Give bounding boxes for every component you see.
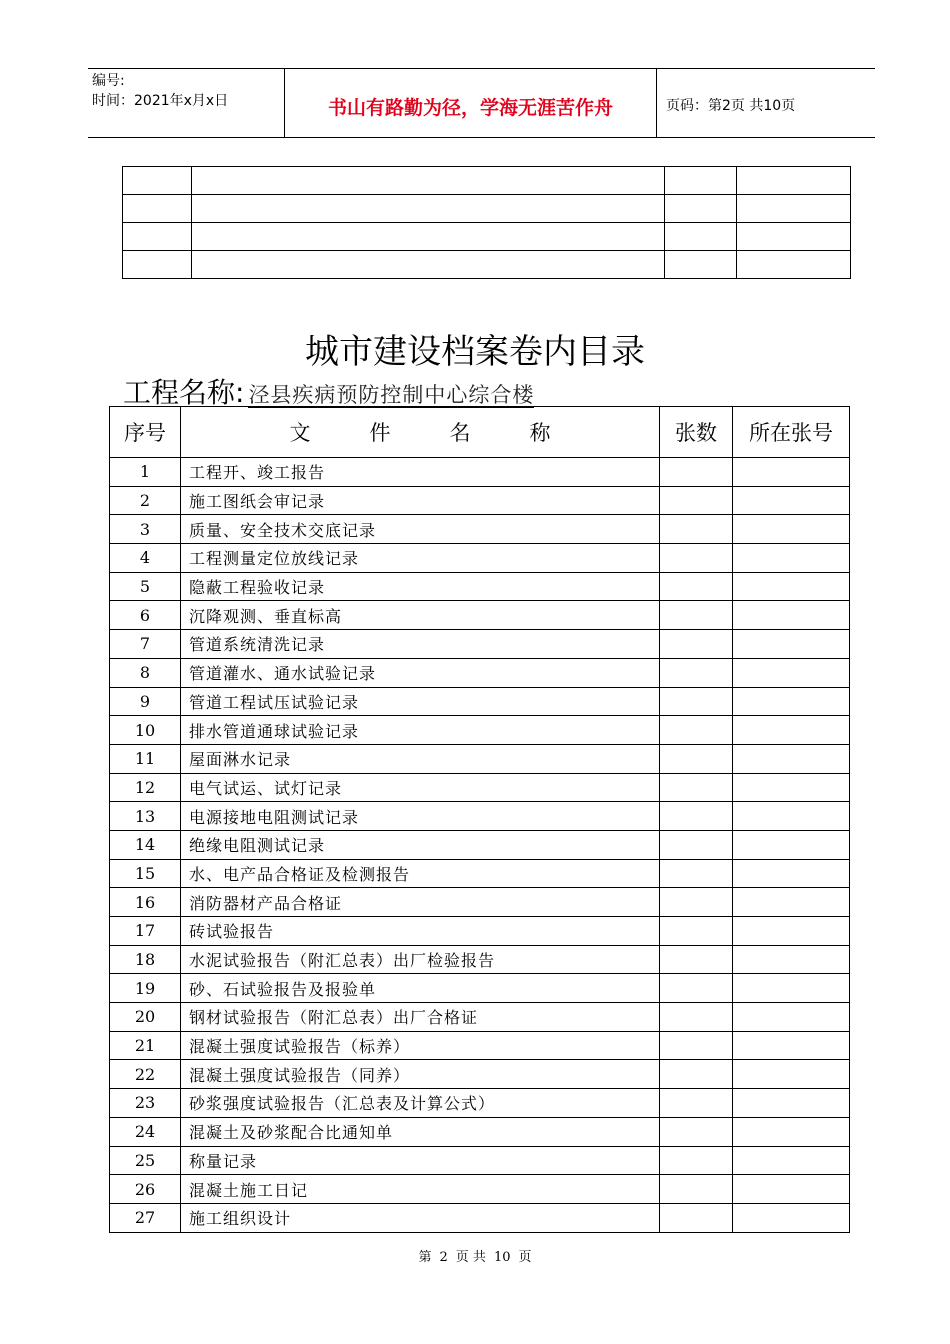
table-row xyxy=(110,1003,850,1032)
table-row xyxy=(110,601,850,630)
catalog-body xyxy=(110,458,850,1233)
row-sheets xyxy=(660,859,733,888)
row-sheets xyxy=(660,830,733,859)
row-document-name: 混凝土施工日记 xyxy=(181,1175,660,1204)
table-row xyxy=(110,888,850,917)
row-number: 12 xyxy=(110,773,181,802)
row-sheets xyxy=(660,687,733,716)
table-row xyxy=(123,251,851,279)
table-row xyxy=(110,802,850,831)
row-document-name: 质量、安全技术交底记录 xyxy=(181,515,660,544)
table-row xyxy=(110,572,850,601)
table-row xyxy=(110,1117,850,1146)
header-location: 所在张号 xyxy=(733,407,850,458)
table-row xyxy=(110,1060,850,1089)
project-line xyxy=(123,371,534,411)
row-number: 20 xyxy=(110,1003,181,1032)
project-name: 泾县疾病预防控制中心综合楼 xyxy=(248,383,535,407)
row-sheets xyxy=(660,1146,733,1175)
table-header-row xyxy=(110,407,850,458)
project-label: 工程名称: xyxy=(123,376,245,409)
time-label: 时间：2021年x月x日 xyxy=(92,93,229,109)
row-number: 4 xyxy=(110,544,181,573)
footer-mid: 页 共 xyxy=(455,1250,486,1265)
row-sheets xyxy=(660,544,733,573)
table-row xyxy=(110,486,850,515)
table-row xyxy=(110,1146,850,1175)
serial-label: 编号: xyxy=(92,73,125,89)
row-number: 7 xyxy=(110,630,181,659)
row-document-name: 工程测量定位放线记录 xyxy=(181,544,660,573)
row-location xyxy=(733,630,850,659)
row-sheets xyxy=(660,1117,733,1146)
row-sheets xyxy=(660,945,733,974)
row-location xyxy=(733,687,850,716)
row-number: 9 xyxy=(110,687,181,716)
row-document-name: 绝缘电阻测试记录 xyxy=(181,830,660,859)
footer-total: 10 xyxy=(493,1250,511,1265)
table-row xyxy=(110,945,850,974)
table-row xyxy=(110,1175,850,1204)
row-location xyxy=(733,945,850,974)
row-number: 19 xyxy=(110,974,181,1003)
header-char: 文 xyxy=(289,421,311,445)
row-number: 16 xyxy=(110,888,181,917)
header-sheets: 张数 xyxy=(660,407,733,458)
row-location xyxy=(733,744,850,773)
row-number: 18 xyxy=(110,945,181,974)
header-document-name xyxy=(181,407,660,458)
row-number: 3 xyxy=(110,515,181,544)
footer-prefix: 第 xyxy=(418,1250,432,1265)
row-number: 21 xyxy=(110,1031,181,1060)
row-document-name: 砂、石试验报告及报验单 xyxy=(181,974,660,1003)
row-sheets xyxy=(660,458,733,487)
row-location xyxy=(733,1203,850,1232)
row-document-name: 屋面淋水记录 xyxy=(181,744,660,773)
row-document-name: 沉降观测、垂直标高 xyxy=(181,601,660,630)
row-sheets xyxy=(660,486,733,515)
row-document-name: 电气试运、试灯记录 xyxy=(181,773,660,802)
row-sheets xyxy=(660,630,733,659)
row-sheets xyxy=(660,888,733,917)
row-number: 26 xyxy=(110,1175,181,1204)
row-location xyxy=(733,1089,850,1118)
row-document-name: 钢材试验报告（附汇总表）出厂合格证 xyxy=(181,1003,660,1032)
table-row xyxy=(123,223,851,251)
row-number: 2 xyxy=(110,486,181,515)
table-row xyxy=(110,515,850,544)
row-sheets xyxy=(660,1089,733,1118)
table-row xyxy=(110,974,850,1003)
header-char: 名 xyxy=(449,421,471,445)
row-number: 1 xyxy=(110,458,181,487)
row-location xyxy=(733,1175,850,1204)
row-location xyxy=(733,1031,850,1060)
row-location xyxy=(733,1117,850,1146)
page-title: 城市建设档案卷内目录 xyxy=(305,332,645,372)
row-document-name: 称量记录 xyxy=(181,1146,660,1175)
row-sheets xyxy=(660,601,733,630)
table-row xyxy=(110,458,850,487)
row-number: 8 xyxy=(110,658,181,687)
row-location xyxy=(733,773,850,802)
row-sheets xyxy=(660,515,733,544)
row-location xyxy=(733,458,850,487)
row-location xyxy=(733,544,850,573)
row-document-name: 砖试验报告 xyxy=(181,917,660,946)
row-location xyxy=(733,888,850,917)
row-document-name: 工程开、竣工报告 xyxy=(181,458,660,487)
table-row xyxy=(110,830,850,859)
row-location xyxy=(733,486,850,515)
row-document-name: 消防器材产品合格证 xyxy=(181,888,660,917)
footer-suffix: 页 xyxy=(518,1250,532,1265)
table-row xyxy=(110,1031,850,1060)
row-number: 5 xyxy=(110,572,181,601)
row-sheets xyxy=(660,658,733,687)
table-row xyxy=(110,687,850,716)
row-document-name: 砂浆强度试验报告（汇总表及计算公式） xyxy=(181,1089,660,1118)
row-document-name: 混凝土及砂浆配合比通知单 xyxy=(181,1117,660,1146)
row-number: 22 xyxy=(110,1060,181,1089)
page-header xyxy=(88,68,875,138)
row-sheets xyxy=(660,773,733,802)
table-row xyxy=(110,859,850,888)
row-sheets xyxy=(660,1031,733,1060)
row-document-name: 管道工程试压试验记录 xyxy=(181,687,660,716)
row-number: 23 xyxy=(110,1089,181,1118)
row-location xyxy=(733,974,850,1003)
row-location xyxy=(733,917,850,946)
blank-table xyxy=(122,166,851,279)
row-location xyxy=(733,830,850,859)
row-document-name: 管道系统清洗记录 xyxy=(181,630,660,659)
header-char: 件 xyxy=(369,421,391,445)
table-row xyxy=(123,167,851,195)
row-number: 17 xyxy=(110,917,181,946)
row-number: 6 xyxy=(110,601,181,630)
row-location xyxy=(733,658,850,687)
row-number: 24 xyxy=(110,1117,181,1146)
row-location xyxy=(733,515,850,544)
row-location xyxy=(733,859,850,888)
row-location xyxy=(733,601,850,630)
header-page-label: 页码：第2页 共10页 xyxy=(666,98,796,114)
footer-page: 2 xyxy=(439,1250,448,1265)
row-sheets xyxy=(660,802,733,831)
row-number: 10 xyxy=(110,716,181,745)
row-sheets xyxy=(660,974,733,1003)
table-row xyxy=(110,917,850,946)
header-index: 序号 xyxy=(110,407,181,458)
row-number: 25 xyxy=(110,1146,181,1175)
row-sheets xyxy=(660,917,733,946)
row-document-name: 电源接地电阻测试记录 xyxy=(181,802,660,831)
header-motto: 书山有路勤为径，学海无涯苦作舟 xyxy=(285,69,657,137)
row-location xyxy=(733,802,850,831)
row-document-name: 排水管道通球试验记录 xyxy=(181,716,660,745)
row-document-name: 施工组织设计 xyxy=(181,1203,660,1232)
table-row xyxy=(110,744,850,773)
table-row xyxy=(110,1089,850,1118)
table-row xyxy=(110,544,850,573)
row-document-name: 施工图纸会审记录 xyxy=(181,486,660,515)
row-location xyxy=(733,1060,850,1089)
catalog-table xyxy=(109,406,850,1233)
row-sheets xyxy=(660,572,733,601)
table-row xyxy=(110,1203,850,1232)
header-char: 称 xyxy=(529,421,551,445)
page-footer xyxy=(0,1246,950,1265)
row-document-name: 混凝土强度试验报告（同养） xyxy=(181,1060,660,1089)
table-row xyxy=(123,195,851,223)
row-location xyxy=(733,1003,850,1032)
row-location xyxy=(733,572,850,601)
row-number: 14 xyxy=(110,830,181,859)
row-sheets xyxy=(660,744,733,773)
row-sheets xyxy=(660,1060,733,1089)
row-location xyxy=(733,716,850,745)
row-document-name: 隐蔽工程验收记录 xyxy=(181,572,660,601)
table-row xyxy=(110,658,850,687)
table-row xyxy=(110,716,850,745)
header-info xyxy=(88,69,285,137)
row-document-name: 混凝土强度试验报告（标养） xyxy=(181,1031,660,1060)
row-sheets xyxy=(660,1003,733,1032)
row-sheets xyxy=(660,1203,733,1232)
table-row xyxy=(110,630,850,659)
row-number: 15 xyxy=(110,859,181,888)
row-number: 27 xyxy=(110,1203,181,1232)
row-sheets xyxy=(660,716,733,745)
row-number: 13 xyxy=(110,802,181,831)
row-document-name: 管道灌水、通水试验记录 xyxy=(181,658,660,687)
row-document-name: 水、电产品合格证及检测报告 xyxy=(181,859,660,888)
row-number: 11 xyxy=(110,744,181,773)
table-row xyxy=(110,773,850,802)
row-document-name: 水泥试验报告（附汇总表）出厂检验报告 xyxy=(181,945,660,974)
row-location xyxy=(733,1146,850,1175)
row-sheets xyxy=(660,1175,733,1204)
